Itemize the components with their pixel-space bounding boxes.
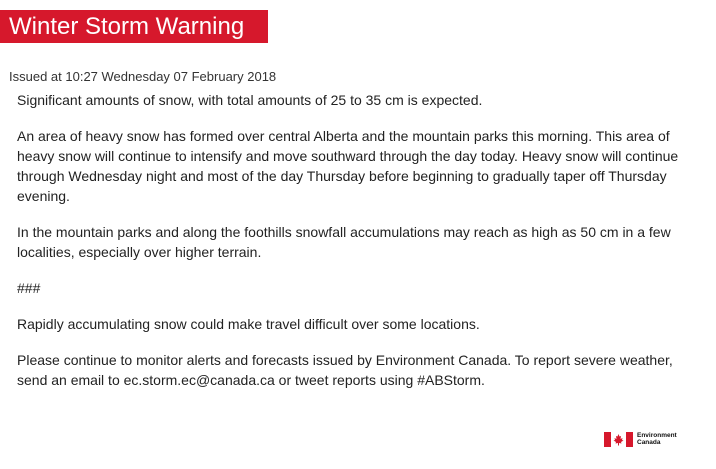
paragraph-report: Please continue to monitor alerts and forecasts issued by Environment Canada. To report severe weather, send an email to ec.storm.ec@canada.ca or tweet reports using #ABStorm.: [17, 352, 673, 388]
paragraph-travel: Rapidly accumulating snow could make travel difficult over some locations.: [17, 316, 480, 332]
logo-line-1: Environment: [637, 432, 677, 439]
paragraph-heavy-snow: An area of heavy snow has formed over central Alberta and the mountain parks this morning. This area of heavy snow will continue to intensify and move southward through the day today. Heavy snow will continue through Wednesday night and most of the day Thursday before beginning to gradually taper off Thursday evening.: [17, 128, 679, 204]
logo-line-2: Canada: [637, 439, 661, 446]
warning-body: [17, 90, 707, 406]
warning-banner: [0, 10, 268, 43]
environment-canada-logo: [604, 430, 677, 448]
warning-title: Winter Storm Warning: [9, 13, 245, 40]
paragraph-mountain-parks: In the mountain parks and along the foothills snowfall accumulations may reach as high as 50 cm in a few localities, especially over higher terrain.: [17, 224, 671, 260]
paragraph-snow-amounts: Significant amounts of snow, with total amounts of 25 to 35 cm is expected.: [17, 92, 483, 108]
logo-wordmark: [637, 432, 677, 446]
issued-timestamp: Issued at 10:27 Wednesday 07 February 2018: [9, 69, 277, 84]
paragraph-separator: ###: [17, 280, 41, 296]
canada-flag-icon: [604, 432, 633, 447]
